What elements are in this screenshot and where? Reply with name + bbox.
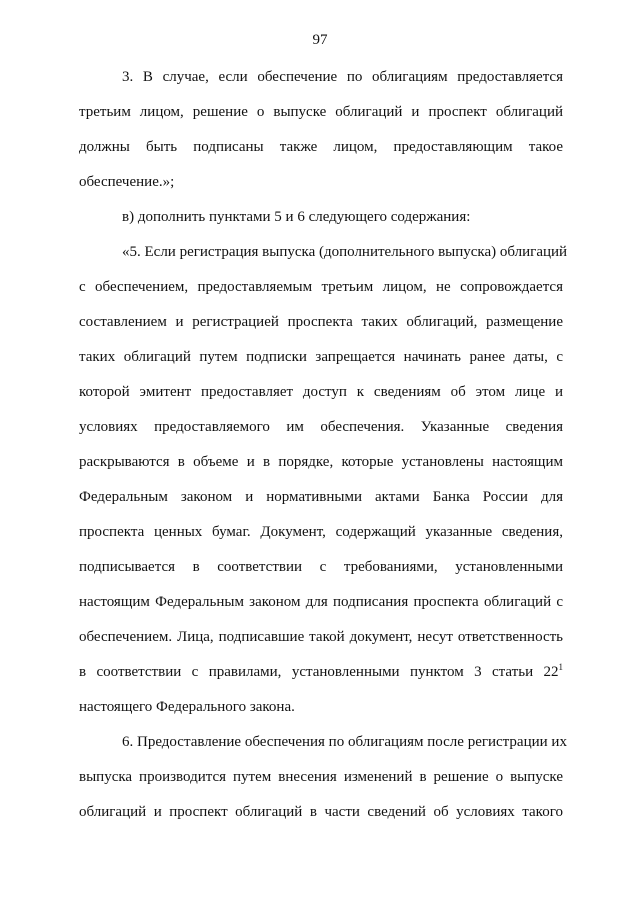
paragraph-5-line-4: таких облигаций путем подписки запрещается начинать ранее даты, с xyxy=(79,349,563,365)
paragraph-3-line-1: 3. В случае, если обеспечение по облигациям предоставляется xyxy=(122,69,563,85)
paragraph-5-line-9: проспекта ценных бумаг. Документ, содержащий указанные сведения, xyxy=(79,524,563,540)
paragraph-5-line-5: которой эмитент предоставляет доступ к сведениям об этом лице и xyxy=(79,384,563,400)
paragraph-5-line-12: обеспечением. Лица, подписавшие такой документ, несут ответственность xyxy=(79,629,563,645)
paragraph-5-line-7: раскрываются в объеме и в порядке, которые установлены настоящим xyxy=(79,454,563,470)
paragraph-5-line-6: условиях предоставляемого им обеспечения. Указанные сведения xyxy=(79,419,563,435)
page-number: 97 xyxy=(312,32,328,48)
paragraph-5-line-3: составлением и регистрацией проспекта таких облигаций, размещение xyxy=(79,314,563,330)
paragraph-3-line-3: должны быть подписаны также лицом, предоставляющим такое xyxy=(79,139,563,155)
paragraph-3-line-2: третьим лицом, решение о выпуске облигаций и проспект облигаций xyxy=(79,104,563,120)
paragraph-5-line-14: настоящего Федерального закона. xyxy=(79,699,295,715)
paragraph-5-line-2: с обеспечением, предоставляемым третьим лицом, не сопровождается xyxy=(79,279,563,295)
subparagraph-v: в) дополнить пунктами 5 и 6 следующего содержания: xyxy=(122,209,471,225)
paragraph-3-line-4: обеспечение.»; xyxy=(79,174,175,190)
paragraph-6-line-2: выпуска производится путем внесения изменений в решение о выпуске xyxy=(79,769,563,785)
paragraph-5-line-13-text: в соответствии с правилами, установленными пунктом 3 статьи 22 xyxy=(79,664,559,680)
paragraph-5-line-13 xyxy=(79,661,563,683)
paragraph-5-line-1: «5. Если регистрация выпуска (дополнительного выпуска) облигаций xyxy=(122,244,568,260)
article-superscript: 1 xyxy=(558,662,563,672)
paragraph-5-line-10: подписывается в соответствии с требованиями, установленными xyxy=(79,559,563,575)
paragraph-5-line-11: настоящим Федеральным законом для подписания проспекта облигаций с xyxy=(79,594,563,610)
paragraph-5-line-8: Федеральным законом и нормативными актами Банка России для xyxy=(79,489,563,505)
paragraph-6-line-1: 6. Предоставление обеспечения по облигациям после регистрации их xyxy=(122,734,567,750)
paragraph-6-line-3: облигаций и проспект облигаций в части сведений об условиях такого xyxy=(79,804,563,820)
